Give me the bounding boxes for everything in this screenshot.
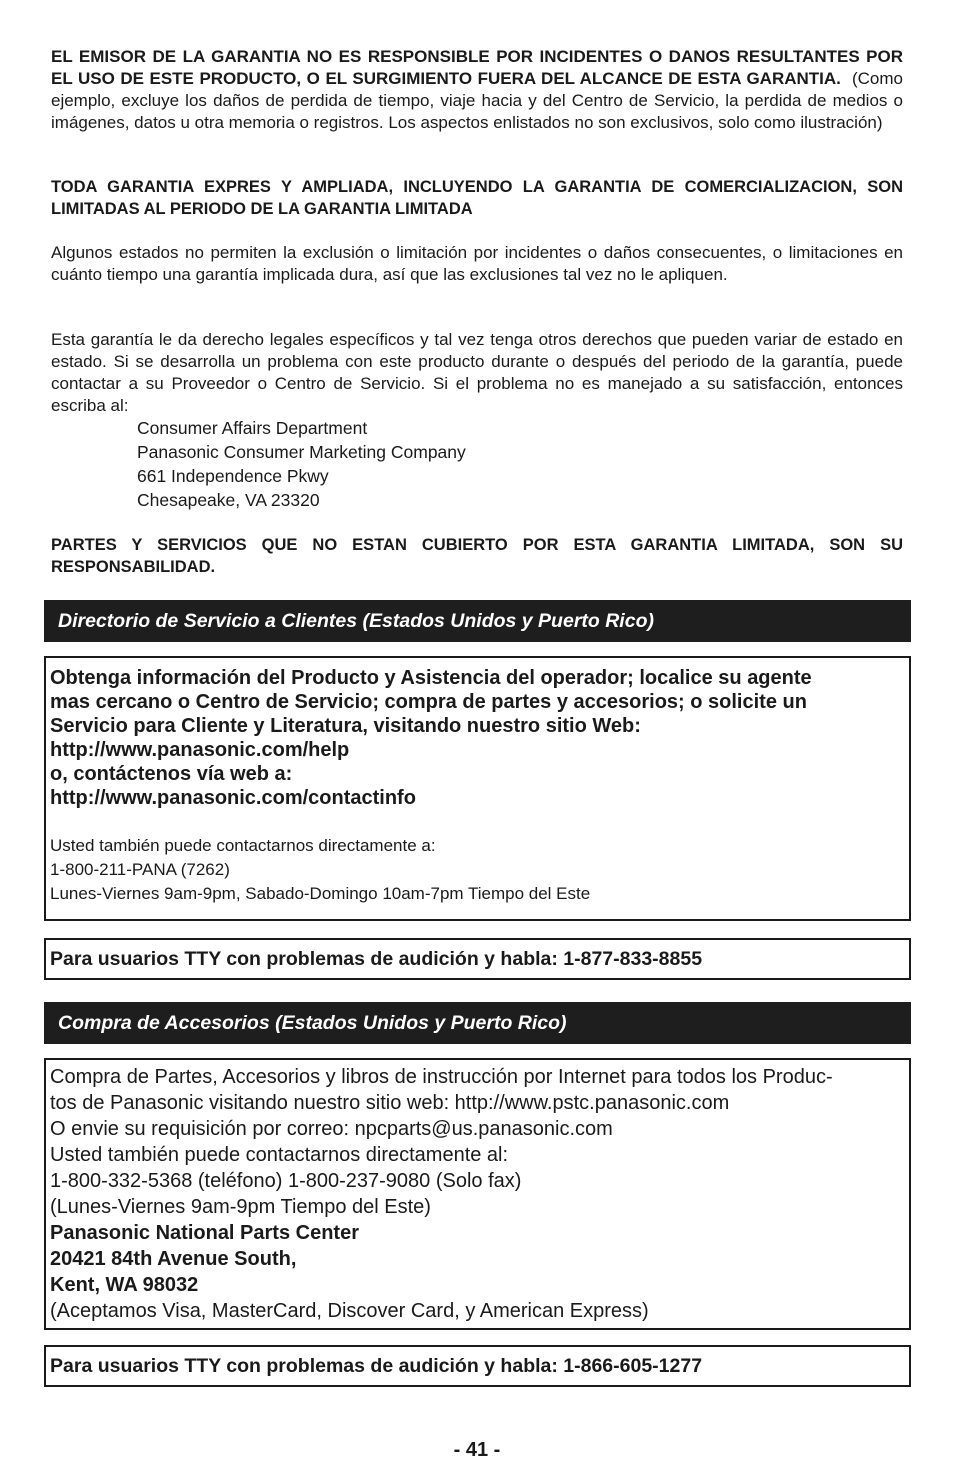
parts-center-city: Kent, WA 98032 <box>50 1274 199 1296</box>
accessories-line: 1-800-332-5368 (teléfono) 1-800-237-9080 (Solo fax) <box>50 1170 522 1192</box>
help-url: http://www.panasonic.com/help <box>50 739 350 761</box>
service-info-line: Servicio para Cliente y Literatura, visitando nuestro sitio Web: <box>50 715 641 737</box>
address-line: Consumer Affairs Department <box>137 418 368 438</box>
page-number: - 41 - <box>453 1439 501 1461</box>
warranty-paragraph-1 <box>51 46 903 134</box>
service-hours: Lunes-Viernes 9am-9pm, Sabado-Domingo 10am-7pm Tiempo del Este <box>50 884 591 903</box>
parts-center-name: Panasonic National Parts Center <box>50 1222 359 1244</box>
tty-accessories-line: Para usuarios TTY con problemas de audición y habla: 1-866-605-1277 <box>44 1345 911 1387</box>
service-info-line: o, contáctenos vía web a: <box>50 763 293 785</box>
accessories-info-box <box>44 1058 911 1330</box>
accessories-line: O envie su requisición por correo: npcparts@us.panasonic.com <box>50 1118 613 1140</box>
warranty-paragraph-1-normal: (Como ejemplo, excluye los daños de perdida de tiempo, viaje hacia y del Centro de Servicio, la perdida de medios o imágenes, datos u otra memoria o registros. Los aspectos enlistados no son exclusivos, solo como ilustración) <box>51 69 903 132</box>
address-line: Chesapeake, VA 23320 <box>137 490 320 510</box>
warranty-paragraph-3: Algunos estados no permiten la exclusión o limitación por incidentes o daños consecuentes, o limitaciones en cuánto tiempo una garantía implicada dura, así que las exclusiones tal vez no le apliquen. <box>51 243 903 284</box>
accessories-line: Compra de Partes, Accesorios y libros de instrucción por Internet para todos los Produc- <box>50 1066 833 1088</box>
accessories-line: tos de Panasonic visitando nuestro sitio web: http://www.pstc.panasonic.com <box>50 1092 730 1114</box>
service-info-line: Obtenga información del Producto y Asistencia del operador; localice su agente <box>50 667 812 689</box>
service-directory-header: Directorio de Servicio a Clientes (Estados Unidos y Puerto Rico) <box>44 600 911 642</box>
address-line: Panasonic Consumer Marketing Company <box>137 442 466 462</box>
service-info-box <box>44 656 911 921</box>
warranty-paragraph-2: TODA GARANTIA EXPRES Y AMPLIADA, INCLUYENDO LA GARANTIA DE COMERCIALIZACION, SON LIMITADAS AL PERIODO DE LA GARANTIA LIMITADA <box>51 178 903 218</box>
tty-service-line: Para usuarios TTY con problemas de audición y habla: 1-877-833-8855 <box>44 938 911 980</box>
parts-center-street: 20421 84th Avenue South, <box>50 1248 297 1270</box>
address-line: 661 Independence Pkwy <box>137 466 329 486</box>
contactinfo-url: http://www.panasonic.com/contactinfo <box>50 787 416 809</box>
phone-number: 1-800-211-PANA (7262) <box>50 860 230 879</box>
accessories-line: (Lunes-Viernes 9am-9pm Tiempo del Este) <box>50 1196 431 1218</box>
warranty-paragraph-5: PARTES Y SERVICIOS QUE NO ESTAN CUBIERTO POR ESTA GARANTIA LIMITADA, SON SU RESPONSABILIDAD. <box>51 536 903 576</box>
contact-line: Usted también puede contactarnos directamente a: <box>50 836 436 855</box>
service-info-line: mas cercano o Centro de Servicio; compra de partes y accesorios; o solicite un <box>50 691 807 713</box>
accepted-cards: (Aceptamos Visa, MasterCard, Discover Card, y American Express) <box>50 1300 649 1322</box>
warranty-paragraph-4: Esta garantía le da derecho legales específicos y tal vez tenga otros derechos que pueden variar de estado en estado. Si se desarrolla un problema con este producto durante o después del periodo de la garantía, puede contactar a su Proveedor o Centro de Servicio. Si el problema no es manejado a su satisfacción, entonces escriba al: <box>51 330 903 415</box>
accessories-header: Compra de Accesorios (Estados Unidos y Puerto Rico) <box>44 1002 911 1044</box>
mailing-address <box>137 416 466 512</box>
warranty-paragraph-1-bold: EL EMISOR DE LA GARANTIA NO ES RESPONSIBLE POR INCIDENTES O DANOS RESULTANTES POR EL USO DE ESTE PRODUCTO, O EL SURGIMIENTO FUERA DEL ALCANCE DE ESTA GARANTIA. <box>51 47 903 88</box>
accessories-line: Usted también puede contactarnos directamente al: <box>50 1144 509 1166</box>
